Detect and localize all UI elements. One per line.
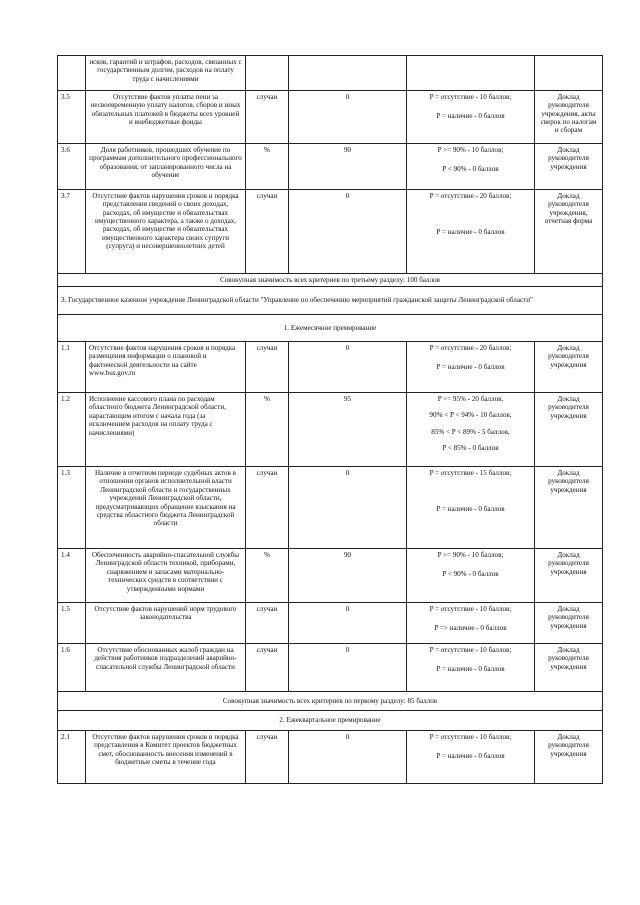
scale-line: P = отсутствие - 10 баллов; — [429, 605, 512, 614]
scale-line: P = наличие - 0 баллов — [436, 228, 505, 237]
scale-line: P >= 90% - 10 баллов; — [437, 146, 504, 154]
table-row — [58, 549, 603, 603]
subsection-heading: 1. Ежемесячное премирование — [58, 314, 603, 341]
scale-cell — [407, 730, 535, 783]
scale-line: P < 85% - 0 баллов — [442, 444, 499, 453]
subsection-heading-row — [58, 711, 603, 730]
unit-cell: случаи — [246, 91, 289, 144]
scale-line: P >= 95% - 20 баллов, — [437, 395, 504, 404]
source-cell: Доклад руководителя учреждения, отчетная форма — [535, 190, 603, 274]
section-total-row — [58, 274, 603, 287]
unit-cell: случаи — [246, 342, 289, 393]
scale-line: P = отсутствие - 15 баллов; — [429, 469, 512, 478]
subsection-heading-row — [58, 314, 603, 341]
table-row — [58, 603, 603, 644]
criterion-text: Отсутствие фактов нарушения сроков и порядка размещения информации о плановой и фактической деятельности на сайте www.bus.gov.ru — [86, 342, 246, 393]
row-number: 3.6 — [58, 144, 86, 190]
value-cell: 90 — [289, 549, 407, 603]
criterion-text: Отсутствие фактов уплаты пени за несвоевременную уплату налогов, сборов и иных обязательных платежей в бюджеты всех уровней и внебюджетные фонды — [86, 91, 246, 144]
scale-cell — [407, 144, 535, 190]
row-number: 1.4 — [58, 549, 86, 603]
row-number: 3.5 — [58, 91, 86, 144]
value-cell: 0 — [289, 91, 407, 144]
section-total: Совокупная значимость всех критериев по первому разделу: 85 баллов — [58, 692, 603, 711]
criterion-text: Доля работников, прошедших обучение по программам дополнительного профессионального образования, от запланированного числа на обучение — [86, 144, 246, 190]
criterion-text: Отсутствие фактов нарушения сроков и порядка представления в Комитет проектов бюджетных смет, обоснованность внесения изменений в бюджетные сметы в течение года — [86, 730, 246, 783]
row-number: 1.5 — [58, 603, 86, 644]
unit-cell: случаи — [246, 644, 289, 692]
row-number: 1.6 — [58, 644, 86, 692]
criterion-text: Отсутствие фактов нарушения сроков и порядка представления сведений о своих доходах, расходах, об имуществе и обязательствах имущественного характера, а также о доходах, расходах, об имуществе и обязательствах имущественного характера своих супруги (супруга) и несовершеннолетних детей — [86, 190, 246, 274]
criterion-text: Обеспеченность аварийно-спасательной службы Ленинградской области техникой, приборами, снаряжением и запасами материально-технических средств в соответствии с утвержденными нормами — [86, 549, 246, 603]
scale-line: P = наличие - 0 баллов — [436, 363, 505, 372]
table-row — [58, 56, 603, 91]
subsection-heading: 2. Ежеквартальное премирование — [58, 711, 603, 730]
source-cell: Доклад руководителя учреждения — [535, 603, 603, 644]
row-number: 1.2 — [58, 393, 86, 467]
table-row — [58, 644, 603, 692]
table-row — [58, 190, 603, 274]
value-cell: 90 — [289, 144, 407, 190]
value-cell: 0 — [289, 730, 407, 783]
scale-line: P = наличие - 0 баллов — [436, 505, 505, 514]
row-number: 3.7 — [58, 190, 86, 274]
unit-cell: % — [246, 144, 289, 190]
value-cell: 0 — [289, 603, 407, 644]
scale-cell — [407, 644, 535, 692]
scale-cell — [407, 467, 535, 549]
value-cell: 95 — [289, 393, 407, 467]
institution-heading-row — [58, 287, 603, 314]
scale-line: P = отсутствие - 20 баллов; — [429, 192, 512, 200]
scale-line: P < 90% - 0 баллов — [442, 570, 499, 579]
criterion-text: Наличие в отчетном периоде судебных актов в отношении органов исполнительной власти Ленинградской области и государственных учреждений Ленинградской области, предусматривающих обращение взыскания на средства областного бюджета Ленинградской области — [86, 467, 246, 549]
value-cell: 0 — [289, 467, 407, 549]
unit-cell: случаи — [246, 190, 289, 274]
table-row — [58, 342, 603, 393]
source-cell: Доклад руководителя учреждения — [535, 730, 603, 783]
scale-cell — [407, 603, 535, 644]
section-total: Совокупная значимость всех критериев по третьему разделу: 100 баллов — [58, 274, 603, 287]
scale-line: P = отсутствие - 20 баллов; — [429, 344, 512, 353]
table-row — [58, 467, 603, 549]
scale-line: P => наличие - 0 баллов — [434, 624, 507, 633]
source-cell: Доклад руководителя учреждения — [535, 467, 603, 549]
scale-line: P = отсутствие - 10 баллов; — [429, 93, 512, 101]
row-number: 2.1 — [58, 730, 86, 783]
row-number — [58, 56, 86, 91]
scale-line: P = наличие - 0 баллов — [436, 112, 505, 121]
unit-cell: % — [246, 549, 289, 603]
scale-line: P < 90% - 0 баллов — [442, 165, 499, 174]
unit-cell: случаи — [246, 730, 289, 783]
unit-cell: % — [246, 393, 289, 467]
row-number: 1.1 — [58, 342, 86, 393]
table-row — [58, 393, 603, 467]
criterion-text: Исполнение кассового плана по расходам областного бюджета Ленинградской области, нарастающим итогом с начала года (за исключением расходов на оплату труда с начислениями) — [86, 393, 246, 467]
table-row — [58, 730, 603, 783]
section-total-row — [58, 692, 603, 711]
source-cell: Доклад руководителя учреждения — [535, 342, 603, 393]
institution-heading: 3. Государственное казенное учреждение Ленинградской области "Управление по обеспечению мероприятий гражданской защиты Ленинградской области" — [58, 287, 603, 314]
source-cell: Доклад руководителя учреждения, акты сверок по налогам и сборам — [535, 91, 603, 144]
source-cell: Доклад руководителя учреждения — [535, 393, 603, 467]
scale-line: P >= 90% - 10 баллов; — [437, 551, 504, 560]
table-row — [58, 144, 603, 190]
unit-cell: случаи — [246, 603, 289, 644]
criterion-text: исков, гарантий и штрафов, расходов, связанных с государственным долгом, расходов на оплату труда с начислениями — [86, 56, 246, 91]
criteria-table — [57, 55, 603, 784]
value-cell: 0 — [289, 644, 407, 692]
scale-line: P = отсутствие - 10 баллов; — [429, 646, 512, 655]
unit-cell: случаи — [246, 467, 289, 549]
source-cell: Доклад руководителя учреждения — [535, 144, 603, 190]
source-cell: Доклад руководителя учреждения — [535, 549, 603, 603]
scale-line: 85% < P < 89% - 5 баллов, — [431, 427, 510, 436]
scale-line: 90% < P < 94% - 10 баллов, — [429, 411, 512, 420]
scale-cell — [407, 549, 535, 603]
criterion-text: Отсутствие обоснованных жалоб граждан на действия работников подразделений аварийно-спасательной службы Ленинградской области — [86, 644, 246, 692]
value-cell: 0 — [289, 190, 407, 274]
source-cell: Доклад руководителя учреждения — [535, 644, 603, 692]
scale-cell — [407, 393, 535, 467]
value-cell: 0 — [289, 342, 407, 393]
criterion-text: Отсутствие фактов нарушений норм трудового законодательства — [86, 603, 246, 644]
scale-line: P = наличие - 0 баллов — [436, 665, 505, 674]
scale-line: P = отсутствие - 10 баллов; — [429, 732, 512, 741]
scale-cell — [407, 91, 535, 144]
scale-line: P = наличие - 0 баллов — [436, 752, 505, 761]
scale-cell — [407, 342, 535, 393]
table-row — [58, 91, 603, 144]
row-number: 1.3 — [58, 467, 86, 549]
scale-cell — [407, 190, 535, 274]
